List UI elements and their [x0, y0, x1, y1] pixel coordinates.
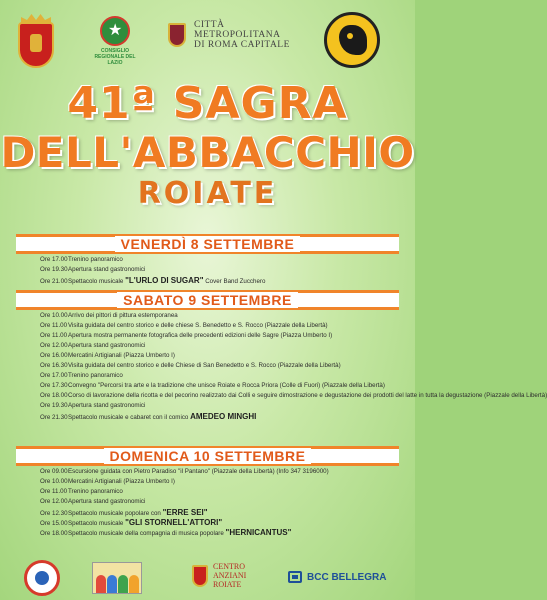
- citta-line-3: DI ROMA CAPITALE: [194, 40, 290, 50]
- list-item: [40, 518, 400, 528]
- list-item: [40, 322, 400, 332]
- bcc-text: BCC BELLEGRA: [307, 571, 387, 583]
- list-item: [40, 468, 400, 478]
- centro-line-2: ANZIANI: [213, 571, 247, 580]
- citta-metropolitana-logo: [168, 20, 290, 50]
- event-desc-after: Cover Band Zucchero: [205, 278, 266, 285]
- crest-icon: [192, 565, 208, 587]
- event-desc-group: [68, 412, 400, 421]
- lion-icon: [324, 12, 380, 68]
- event-time: Ore 16.30: [40, 362, 68, 369]
- event-desc: Spettacolo musicale popolare con: [68, 510, 161, 517]
- consiglio-regionale-logo: [92, 16, 138, 66]
- lion-logo: [324, 12, 380, 68]
- event-time: Ore 11.00: [40, 332, 68, 339]
- list-item: [40, 276, 400, 286]
- list-item: [40, 332, 400, 342]
- proloco-logo-icon: [24, 560, 60, 596]
- event-time: Ore 11.00: [40, 488, 68, 495]
- events-sunday: [40, 468, 400, 538]
- event-time: Ore 09.00: [40, 468, 68, 475]
- event-time: Ore 17.30: [40, 382, 68, 389]
- event-desc: Trenino panoramico: [68, 256, 123, 263]
- list-item: [40, 392, 547, 402]
- event-highlight: AMEDEO MINGHI: [190, 412, 257, 421]
- event-time: Ore 15.00: [40, 520, 68, 527]
- list-item: [40, 372, 400, 382]
- crest-icon: [168, 23, 186, 47]
- event-desc: Mercatini Artigianali (Piazza Umberto I): [68, 352, 175, 359]
- event-desc: Spettacolo musicale e cabaret con il comico: [68, 414, 189, 421]
- event-desc: Spettacolo musicale: [68, 278, 124, 285]
- event-desc: Arrivo dei pittori di pittura estemporanea: [68, 312, 178, 319]
- event-time: Ore 12.00: [40, 342, 68, 349]
- event-desc: Spettacolo musicale della compagnia di musica popolare: [68, 530, 224, 537]
- day-bar-friday: [16, 234, 399, 254]
- event-time: Ore 11.00: [40, 322, 68, 329]
- event-time: Ore 12.00: [40, 498, 68, 505]
- centro-line-1: CENTRO: [213, 562, 245, 571]
- event-time: Ore 10.00: [40, 312, 68, 319]
- roiate-crest-logo: [18, 14, 54, 68]
- events-saturday: [40, 312, 547, 427]
- event-desc: Apertura stand gastronomici: [68, 498, 146, 505]
- list-item: [40, 312, 400, 322]
- event-time: Ore 21.00: [40, 278, 68, 285]
- list-item: [40, 498, 400, 508]
- event-desc: Visita guidata del centro storico e delle Chiese di San Benedetto e S. Rocco (Piazzale della Libertà): [68, 362, 341, 369]
- centro-anziani-logo: [192, 562, 246, 589]
- list-item: [40, 362, 400, 372]
- figure-icon: [118, 575, 128, 593]
- bcc-bellegra-logo: [288, 571, 386, 583]
- events-friday: [40, 256, 400, 286]
- event-highlight: "ERRE SEI": [162, 508, 208, 517]
- event-time: Ore 17.00: [40, 256, 68, 263]
- list-item: [40, 352, 400, 362]
- event-time: Ore 19.30: [40, 266, 68, 273]
- list-item: [40, 508, 400, 518]
- header-logos: [0, 8, 415, 72]
- event-desc: Convegno "Percorsi tra arte e la tradizione che unisce Roiate e Rocca Priora (Colle di Fuori) (Piazzale della Libertà): [68, 382, 385, 389]
- consiglio-caption: CONSIGLIO REGIONALE DEL LAZIO: [94, 48, 136, 66]
- list-item: [40, 266, 400, 276]
- event-time: Ore 16.00: [40, 352, 68, 359]
- list-item: [40, 528, 400, 538]
- day-bar-sunday: [16, 446, 399, 466]
- event-desc-group: [68, 528, 400, 537]
- list-item: [40, 256, 400, 266]
- list-item: [40, 488, 400, 498]
- title-edition: 41ª SAGRA: [67, 78, 348, 129]
- event-desc: Visita guidata del centro storico e delle chiese S. Benedetto e S. Rocco (Piazzale della Libertà): [68, 322, 328, 329]
- day-label: VENERDÌ 8 SETTEMBRE: [115, 236, 301, 252]
- day-label: DOMENICA 10 SETTEMBRE: [104, 448, 312, 464]
- event-time: Ore 19.30: [40, 402, 68, 409]
- figure-icon: [96, 575, 106, 593]
- event-desc: Escursione guidata con Pietro Paradiso "il Pantano" (Piazzale della Libertà) (Info 347 3196000): [68, 468, 329, 475]
- event-desc: Spettacolo musicale: [68, 520, 124, 527]
- event-desc: Apertura mostra permanente fotografica delle precedenti edizioni delle Sagre (Piazza Umberto I): [68, 332, 333, 339]
- event-desc: Apertura stand gastronomici: [68, 342, 146, 349]
- title-event: DELL'ABBACCHIO: [0, 128, 415, 177]
- bank-icon: [288, 571, 302, 583]
- citta-line-1: CITTÀ: [194, 20, 225, 30]
- event-desc-group: [68, 518, 400, 527]
- event-desc: Trenino panoramico: [68, 372, 123, 379]
- event-desc: Apertura stand gastronomici: [68, 266, 146, 273]
- list-item: [40, 412, 400, 427]
- children-drawing-logo: [92, 562, 142, 594]
- citta-text: [194, 20, 290, 50]
- event-desc-group: [68, 276, 400, 285]
- figure-icon: [107, 575, 117, 593]
- event-time: Ore 21.30: [40, 414, 68, 421]
- centro-text: [213, 562, 246, 589]
- list-item: [40, 342, 400, 352]
- event-desc: Corso di lavorazione della ricotta e del pecorino realizzato dai Colli e seguire dimostrazione e degustazione dei prodotti del latte in tutta la degustazione (Piazzale della Libertà): [68, 392, 547, 399]
- figure-icon: [129, 575, 139, 593]
- event-time: Ore 18.00: [40, 530, 68, 537]
- list-item: [40, 478, 400, 488]
- citta-line-2: METROPOLITANA: [194, 30, 281, 40]
- event-desc: Mercatini Artigianali (Piazza Umberto I): [68, 478, 175, 485]
- day-label: SABATO 9 SETTEMBRE: [117, 292, 298, 308]
- day-bar-saturday: [16, 290, 399, 310]
- star-emblem-icon: [100, 16, 130, 46]
- event-time: Ore 10.00: [40, 478, 68, 485]
- centro-line-3: ROIATE: [213, 580, 242, 589]
- event-highlight: "GLI STORNELL'ATTORI": [125, 518, 223, 527]
- title-town: ROIATE: [137, 176, 278, 211]
- event-time: Ore 18.00: [40, 392, 68, 399]
- event-desc-group: [68, 508, 400, 517]
- event-time: Ore 17.00: [40, 372, 68, 379]
- event-desc: Apertura stand gastronomici: [68, 402, 146, 409]
- event-highlight: "L'URLO DI SUGAR": [125, 276, 204, 285]
- event-desc: Trenino panoramico: [68, 488, 123, 495]
- list-item: [40, 382, 400, 392]
- shield-icon: [18, 22, 54, 68]
- footer-logos: [0, 556, 415, 600]
- event-highlight: "HERNICANTUS": [225, 528, 292, 537]
- list-item: [40, 402, 400, 412]
- event-time: Ore 12.30: [40, 510, 68, 517]
